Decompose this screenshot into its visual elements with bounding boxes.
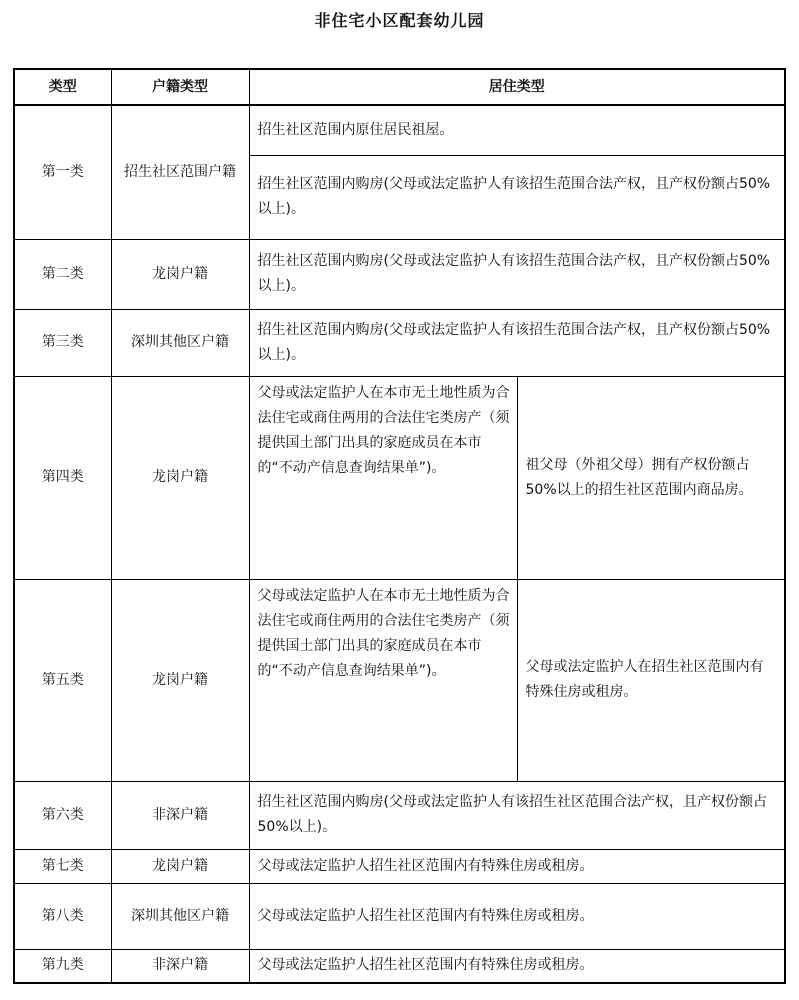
table-row xyxy=(14,239,785,309)
table-row xyxy=(14,309,785,376)
residence-cell: 招生社区范围内购房(父母或法定监护人有该招生社区范围合法产权，且产权份额占50%以上)。 xyxy=(249,781,785,849)
residence-cell: 父母或法定监护人招生社区范围内有特殊住房或租房。 xyxy=(249,949,785,983)
hukou-cell: 龙岗户籍 xyxy=(111,239,249,309)
table-header-row xyxy=(14,69,785,105)
hukou-cell: 招生社区范围户籍 xyxy=(111,105,249,239)
residence-cell: 父母或法定监护人招生社区范围内有特殊住房或租房。 xyxy=(249,849,785,883)
type-cell: 第二类 xyxy=(14,239,111,309)
page-title: 非住宅小区配套幼儿园 xyxy=(314,11,485,30)
table-row xyxy=(14,849,785,883)
table-row xyxy=(14,781,785,849)
hukou-cell: 龙岗户籍 xyxy=(111,376,249,579)
residence-right-cell: 父母或法定监护人在招生社区范围内有特殊住房或租房。 xyxy=(517,579,785,781)
residence-cell: 招生社区范围内购房(父母或法定监护人有该招生范围合法产权，且产权份额占50%以上)。 xyxy=(249,309,785,376)
hukou-cell: 深圳其他区户籍 xyxy=(111,309,249,376)
residence-left-cell: 父母或法定监护人在本市无土地性质为合法住宅或商住两用的合法住宅类房产（须提供国土部门出具的家庭成员在本市的“不动产信息查询结果单”)。 xyxy=(249,376,517,579)
header-type: 类型 xyxy=(14,69,111,105)
type-cell: 第五类 xyxy=(14,579,111,781)
residence-cell: 招生社区范围内原住居民祖屋。 xyxy=(249,105,785,155)
hukou-cell: 龙岗户籍 xyxy=(111,579,249,781)
hukou-cell: 非深户籍 xyxy=(111,949,249,983)
residence-right-cell: 祖父母（外祖父母）拥有产权份额占50%以上的招生社区范围内商品房。 xyxy=(517,376,785,579)
header-residence: 居住类型 xyxy=(249,69,785,105)
admission-table xyxy=(13,68,786,984)
residence-cell: 父母或法定监护人招生社区范围内有特殊住房或租房。 xyxy=(249,883,785,949)
residence-cell: 招生社区范围内购房(父母或法定监护人有该招生范围合法产权，且产权份额占50%以上)。 xyxy=(249,155,785,239)
hukou-cell: 龙岗户籍 xyxy=(111,849,249,883)
type-cell: 第九类 xyxy=(14,949,111,983)
residence-left-cell: 父母或法定监护人在本市无土地性质为合法住宅或商住两用的合法住宅类房产（须提供国土部门出具的家庭成员在本市的“不动产信息查询结果单”)。 xyxy=(249,579,517,781)
table-row xyxy=(14,949,785,983)
hukou-cell: 非深户籍 xyxy=(111,781,249,849)
header-hukou: 户籍类型 xyxy=(111,69,249,105)
table-row xyxy=(14,376,785,579)
table-row xyxy=(14,579,785,781)
table-row xyxy=(14,883,785,949)
type-cell: 第八类 xyxy=(14,883,111,949)
type-cell: 第六类 xyxy=(14,781,111,849)
table-row xyxy=(14,105,785,155)
residence-cell: 招生社区范围内购房(父母或法定监护人有该招生范围合法产权，且产权份额占50%以上)。 xyxy=(249,239,785,309)
type-cell: 第一类 xyxy=(14,105,111,239)
hukou-cell: 深圳其他区户籍 xyxy=(111,883,249,949)
type-cell: 第三类 xyxy=(14,309,111,376)
type-cell: 第七类 xyxy=(14,849,111,883)
type-cell: 第四类 xyxy=(14,376,111,579)
